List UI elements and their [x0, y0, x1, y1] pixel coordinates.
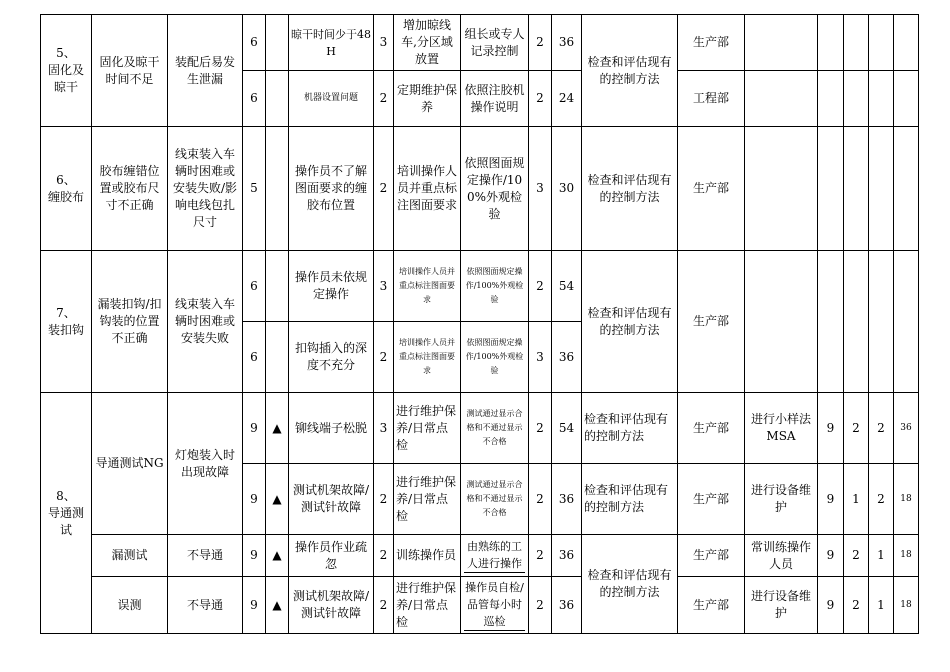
class-cell — [266, 251, 289, 322]
failure-effect-cell: 线束装入车辆时困难或安装失败 — [168, 251, 243, 393]
new-occurrence-cell: 2 — [844, 393, 869, 464]
prevention-cell: 增加晾线车,分区域放置 — [394, 15, 461, 71]
detection-rating-cell: 2 — [529, 577, 552, 634]
table-row — [41, 127, 919, 251]
prevention-cell: 进行维护保养/日常点检 — [394, 393, 461, 464]
rpn-cell: 36 — [552, 322, 582, 393]
detection-rating-cell: 3 — [529, 322, 552, 393]
responsible-dept-cell: 生产部 — [678, 15, 745, 71]
cause-cell: 晾干时间少于48H — [289, 15, 374, 71]
occurrence-cell: 3 — [374, 251, 394, 322]
action-taken-cell: 进行设备维护 — [745, 464, 818, 535]
rpn-cell: 30 — [552, 127, 582, 251]
new-rpn-cell: 18 — [894, 535, 919, 577]
detection-cell: 组长或专人记录控制 — [461, 15, 529, 71]
failure-effect-cell: 线束装入车辆时困难或安装失败/影响电线包扎尺寸 — [168, 127, 243, 251]
table-row — [41, 15, 919, 71]
responsible-dept-cell: 生产部 — [678, 127, 745, 251]
new-occurrence-cell: 2 — [844, 577, 869, 634]
key-characteristic-triangle: ▲ — [266, 393, 289, 464]
failure-effect-cell: 不导通 — [168, 577, 243, 634]
fmea-table — [40, 14, 919, 634]
new-occurrence-cell: 1 — [844, 464, 869, 535]
new-detection-cell: 1 — [869, 577, 894, 634]
cause-cell: 铆线端子松脱 — [289, 393, 374, 464]
severity-cell: 6 — [243, 322, 266, 393]
severity-cell: 9 — [243, 393, 266, 464]
prevention-cell: 进行维护保养/日常点检 — [394, 577, 461, 634]
recommended-action-cell: 检查和评估现有的控制方法 — [582, 535, 678, 634]
rpn-cell: 36 — [552, 15, 582, 71]
prevention-cell: 培训操作人员并重点标注图面要求 — [394, 322, 461, 393]
responsible-dept-cell: 生产部 — [678, 251, 745, 393]
detection-rating-cell: 2 — [529, 535, 552, 577]
failure-mode-cell: 漏测试 — [92, 535, 168, 577]
new-detection-cell: 1 — [869, 535, 894, 577]
new-rpn-cell: 18 — [894, 577, 919, 634]
severity-cell: 9 — [243, 577, 266, 634]
new-severity-cell: 9 — [818, 535, 844, 577]
detection-rating-cell: 2 — [529, 464, 552, 535]
cause-cell: 操作员不了解图面要求的缠胶布位置 — [289, 127, 374, 251]
prevention-cell: 培训操作人员并重点标注图面要求 — [394, 127, 461, 251]
occurrence-cell: 3 — [374, 393, 394, 464]
detection-rating-cell: 3 — [529, 127, 552, 251]
failure-mode-cell: 固化及晾干时间不足 — [92, 15, 168, 127]
occurrence-cell: 2 — [374, 535, 394, 577]
new-detection-cell: 2 — [869, 464, 894, 535]
failure-mode-cell: 误测 — [92, 577, 168, 634]
detection-cell: 测试通过显示合格和不通过显示不合格 — [461, 393, 529, 464]
occurrence-cell: 2 — [374, 71, 394, 127]
failure-effect-cell: 装配后易发生泄漏 — [168, 15, 243, 127]
new-severity-cell: 9 — [818, 577, 844, 634]
new-rpn-cell: 18 — [894, 464, 919, 535]
detection-cell — [461, 535, 529, 577]
responsible-dept-cell: 生产部 — [678, 535, 745, 577]
occurrence-cell: 3 — [374, 15, 394, 71]
recommended-action-cell: 检查和评估现有的控制方法 — [582, 127, 678, 251]
process-step-cell: 6、 缠胶布 — [41, 127, 92, 251]
rpn-cell: 24 — [552, 71, 582, 127]
key-characteristic-triangle: ▲ — [266, 535, 289, 577]
failure-mode-cell: 胶布缠错位置或胶布尺寸不正确 — [92, 127, 168, 251]
action-taken-cell: 进行设备维护 — [745, 577, 818, 634]
prevention-cell: 培训操作人员并重点标注图面要求 — [394, 251, 461, 322]
detection-cell: 依照注胶机操作说明 — [461, 71, 529, 127]
detection-rating-cell: 2 — [529, 71, 552, 127]
action-taken-cell: 常训练操作人员 — [745, 535, 818, 577]
responsible-dept-cell: 生产部 — [678, 464, 745, 535]
severity-cell: 5 — [243, 127, 266, 251]
table-row — [41, 577, 919, 634]
underline-rule — [464, 630, 525, 632]
detection-cell: 测试通过显示合格和不通过显示不合格 — [461, 464, 529, 535]
underline-rule — [464, 572, 525, 574]
severity-cell: 9 — [243, 464, 266, 535]
recommended-action-cell: 检查和评估现有的控制方法 — [582, 15, 678, 127]
detection-text: 由熟练的工人进行操作 — [467, 539, 522, 570]
new-severity-cell: 9 — [818, 393, 844, 464]
rpn-cell: 36 — [552, 577, 582, 634]
failure-effect-cell: 不导通 — [168, 535, 243, 577]
cause-cell: 操作员未依规定操作 — [289, 251, 374, 322]
responsible-dept-cell: 工程部 — [678, 71, 745, 127]
table-row — [41, 393, 919, 464]
severity-cell: 6 — [243, 71, 266, 127]
process-step-cell: 5、 固化及晾干 — [41, 15, 92, 127]
rpn-cell: 36 — [552, 535, 582, 577]
occurrence-cell: 2 — [374, 464, 394, 535]
table-row — [41, 535, 919, 577]
process-step-cell: 8、 导通测试 — [41, 393, 92, 634]
cause-cell: 扣钩插入的深度不充分 — [289, 322, 374, 393]
process-step-cell: 7、 装扣钩 — [41, 251, 92, 393]
cause-cell: 操作员作业疏忽 — [289, 535, 374, 577]
class-cell — [266, 127, 289, 251]
recommended-action-cell: 检查和评估现有的控制方法 — [582, 251, 678, 393]
severity-cell: 6 — [243, 251, 266, 322]
recommended-action-cell: 检查和评估现有的控制方法 — [582, 464, 678, 535]
class-cell — [266, 15, 289, 71]
new-severity-cell: 9 — [818, 464, 844, 535]
action-taken-cell: 进行小样法MSA — [745, 393, 818, 464]
rpn-cell: 54 — [552, 251, 582, 322]
cause-cell: 机器设置问题 — [289, 71, 374, 127]
recommended-action-cell: 检查和评估现有的控制方法 — [582, 393, 678, 464]
detection-text: 操作员自检/品管每小时巡检 — [465, 580, 524, 628]
detection-cell: 依照图面规定操作/100%外观检验 — [461, 251, 529, 322]
detection-cell: 依照图面规定操作/100%外观检验 — [461, 127, 529, 251]
cause-cell: 测试机架故障/测试针故障 — [289, 577, 374, 634]
responsible-dept-cell: 生产部 — [678, 393, 745, 464]
key-characteristic-triangle: ▲ — [266, 464, 289, 535]
class-cell — [266, 71, 289, 127]
severity-cell: 9 — [243, 535, 266, 577]
key-characteristic-triangle: ▲ — [266, 577, 289, 634]
severity-cell: 6 — [243, 15, 266, 71]
failure-effect-cell: 灯炮装入时出现故障 — [168, 393, 243, 535]
class-cell — [266, 322, 289, 393]
prevention-cell: 训练操作员 — [394, 535, 461, 577]
cause-cell: 测试机架故障/测试针故障 — [289, 464, 374, 535]
new-occurrence-cell: 2 — [844, 535, 869, 577]
detection-cell — [461, 577, 529, 634]
responsible-dept-cell: 生产部 — [678, 577, 745, 634]
failure-mode-cell: 漏装扣钩/扣钩装的位置不正确 — [92, 251, 168, 393]
rpn-cell: 54 — [552, 393, 582, 464]
detection-rating-cell: 2 — [529, 393, 552, 464]
occurrence-cell: 2 — [374, 577, 394, 634]
detection-cell: 依照图面规定操作/100%外观检验 — [461, 322, 529, 393]
occurrence-cell: 2 — [374, 127, 394, 251]
failure-mode-cell: 导通测试NG — [92, 393, 168, 535]
new-rpn-cell: 36 — [894, 393, 919, 464]
new-detection-cell: 2 — [869, 393, 894, 464]
prevention-cell: 进行维护保养/日常点检 — [394, 464, 461, 535]
occurrence-cell: 2 — [374, 322, 394, 393]
detection-rating-cell: 2 — [529, 15, 552, 71]
rpn-cell: 36 — [552, 464, 582, 535]
table-row — [41, 251, 919, 322]
detection-rating-cell: 2 — [529, 251, 552, 322]
prevention-cell: 定期维护保养 — [394, 71, 461, 127]
